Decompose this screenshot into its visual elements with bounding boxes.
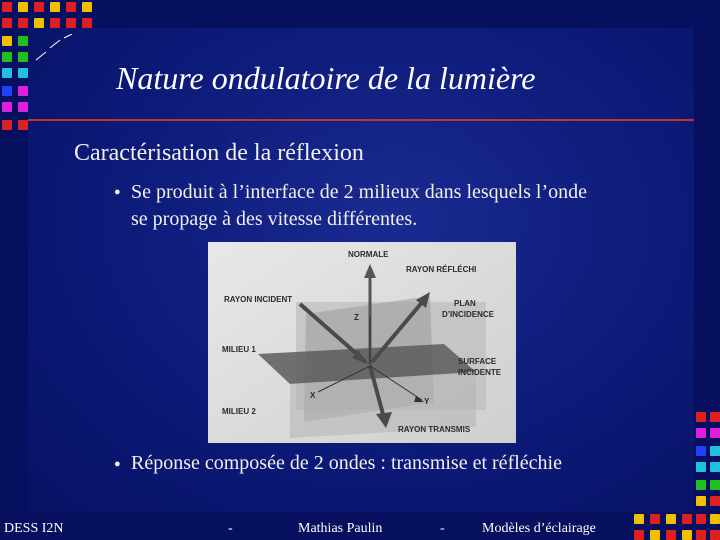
label-surface: SURFACE: [458, 357, 497, 366]
slide-title: Nature ondulatoire de la lumière: [116, 60, 536, 96]
bullet-icon: ●: [114, 186, 121, 198]
reflection-diagram: [208, 242, 516, 443]
label-milieu-1: MILIEU 1: [222, 345, 256, 354]
label-y: Y: [424, 397, 430, 406]
logo-mark-icon: [34, 34, 76, 64]
label-plan: PLAN: [454, 299, 476, 308]
label-incidence: D’INCIDENCE: [442, 310, 495, 319]
label-incidente: INCIDENTE: [458, 368, 502, 377]
footer-course-title: Modèles d’éclairage: [482, 521, 596, 536]
label-z: Z: [354, 313, 359, 322]
bullet-icon: ●: [114, 458, 121, 470]
label-x: X: [310, 391, 316, 400]
footer-separator: -: [440, 521, 445, 536]
section-heading: Caractérisation de la réflexion: [74, 140, 364, 166]
label-rayon-reflechi: RAYON RÉFLÉCHI: [406, 265, 477, 274]
bullet-text-1: Se produit à l’interface de 2 milieux dans lesquels l’onde se propage à des vitesse différentes.: [131, 181, 587, 230]
footer-course-code: DESS I2N: [4, 521, 64, 536]
label-rayon-transmis: RAYON TRANSMIS: [398, 425, 471, 434]
title-divider: [28, 119, 694, 121]
footer-author: Mathias Paulin: [298, 521, 383, 536]
label-milieu-2: MILIEU 2: [222, 407, 256, 416]
footer-separator: -: [228, 521, 233, 536]
bullet-text-2: Réponse composée de 2 ondes : transmise et réfléchie: [131, 452, 562, 474]
label-normale: NORMALE: [348, 250, 389, 259]
label-rayon-incident: RAYON INCIDENT: [224, 295, 293, 304]
